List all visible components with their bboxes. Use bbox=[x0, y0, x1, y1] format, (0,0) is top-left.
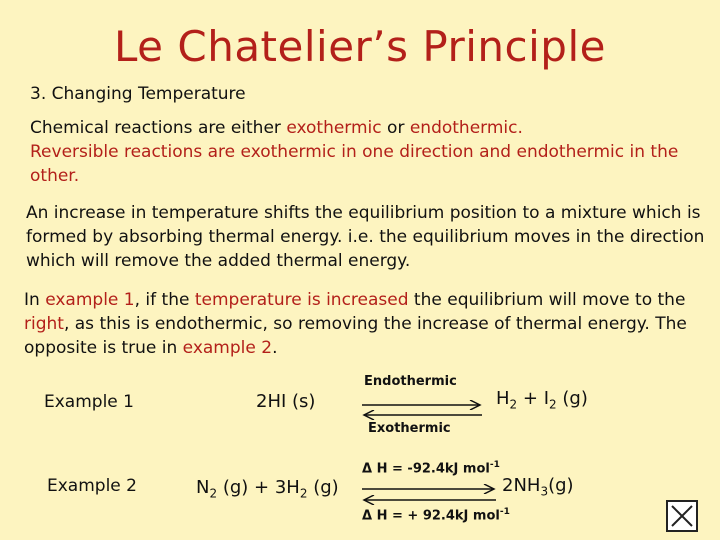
text: Chemical reactions are either bbox=[30, 118, 287, 138]
text: (g) bbox=[307, 477, 339, 498]
term-endothermic: endothermic. bbox=[409, 118, 523, 138]
next-slide-button[interactable] bbox=[666, 500, 698, 532]
example-2-product bbox=[502, 475, 574, 499]
forward-arrow-2 bbox=[362, 479, 496, 489]
term-right: right bbox=[24, 314, 64, 334]
ref-example-1: example 1 bbox=[45, 290, 135, 310]
text: (g) bbox=[548, 475, 574, 496]
text: 2NH bbox=[502, 475, 541, 496]
reverse-arrow bbox=[362, 405, 482, 415]
text: the equilibrium will move to the bbox=[408, 290, 686, 310]
paragraph-temperature-shift: An increase in temperature shifts the equilibrium position to a mixture which is formed by absorbing thermal energy. i.e. the equilibrium moves in the direction which will remove the added thermal energy. bbox=[26, 203, 705, 271]
text: , as this is endothermic, so removing the increase of thermal energy. The opposite is true in bbox=[24, 314, 687, 358]
close-x-icon bbox=[668, 502, 696, 530]
subscript: 3 bbox=[540, 484, 549, 499]
paragraph-example-explanation bbox=[24, 288, 704, 360]
subscript: 2 bbox=[509, 397, 518, 412]
text: (g) + 3H bbox=[217, 477, 300, 498]
example-1-reactant: 2HI (s) bbox=[256, 391, 316, 412]
exothermic-label: Exothermic bbox=[368, 421, 451, 436]
delta-h-forward bbox=[362, 460, 500, 476]
text: or bbox=[381, 118, 410, 138]
delta-h-reverse bbox=[362, 507, 510, 523]
text: H = + 92.4kJ mol bbox=[376, 508, 500, 524]
example-1-products bbox=[496, 388, 588, 412]
forward-arrow bbox=[362, 395, 482, 405]
text: H bbox=[496, 388, 510, 409]
text: In bbox=[24, 290, 46, 310]
example-2-label: Example 2 bbox=[47, 476, 137, 496]
page-title: Le Chatelier’s Principle bbox=[114, 22, 606, 71]
text: H = -92.4kJ mol bbox=[376, 461, 490, 477]
subscript: 2 bbox=[209, 486, 218, 501]
text: + I bbox=[517, 388, 550, 409]
reverse-arrow-icon bbox=[362, 410, 482, 420]
example-2-reactants bbox=[196, 477, 339, 501]
superscript: -1 bbox=[489, 460, 500, 470]
reverse-arrow-icon bbox=[362, 495, 496, 505]
text: . bbox=[272, 338, 278, 358]
term-temperature-increased: temperature is increased bbox=[194, 290, 409, 310]
text: , if the bbox=[134, 290, 195, 310]
subtitle: 3. Changing Temperature bbox=[30, 84, 246, 104]
ref-example-2: example 2 bbox=[182, 338, 273, 358]
term-exothermic: exothermic bbox=[286, 118, 382, 138]
subscript: 2 bbox=[299, 486, 308, 501]
delta-symbol: Δ bbox=[362, 508, 373, 524]
endothermic-label: Endothermic bbox=[364, 374, 457, 389]
text: N bbox=[196, 477, 210, 498]
example-1-label: Example 1 bbox=[44, 392, 134, 412]
text: (g) bbox=[556, 388, 588, 409]
reversible-text: Reversible reactions are exothermic in one direction and endothermic in the other. bbox=[30, 142, 679, 186]
delta-symbol: Δ bbox=[362, 461, 373, 477]
reverse-arrow-2 bbox=[362, 490, 496, 500]
paragraph-reaction-types bbox=[30, 116, 700, 188]
subscript: 2 bbox=[549, 397, 557, 412]
superscript: -1 bbox=[499, 507, 510, 517]
